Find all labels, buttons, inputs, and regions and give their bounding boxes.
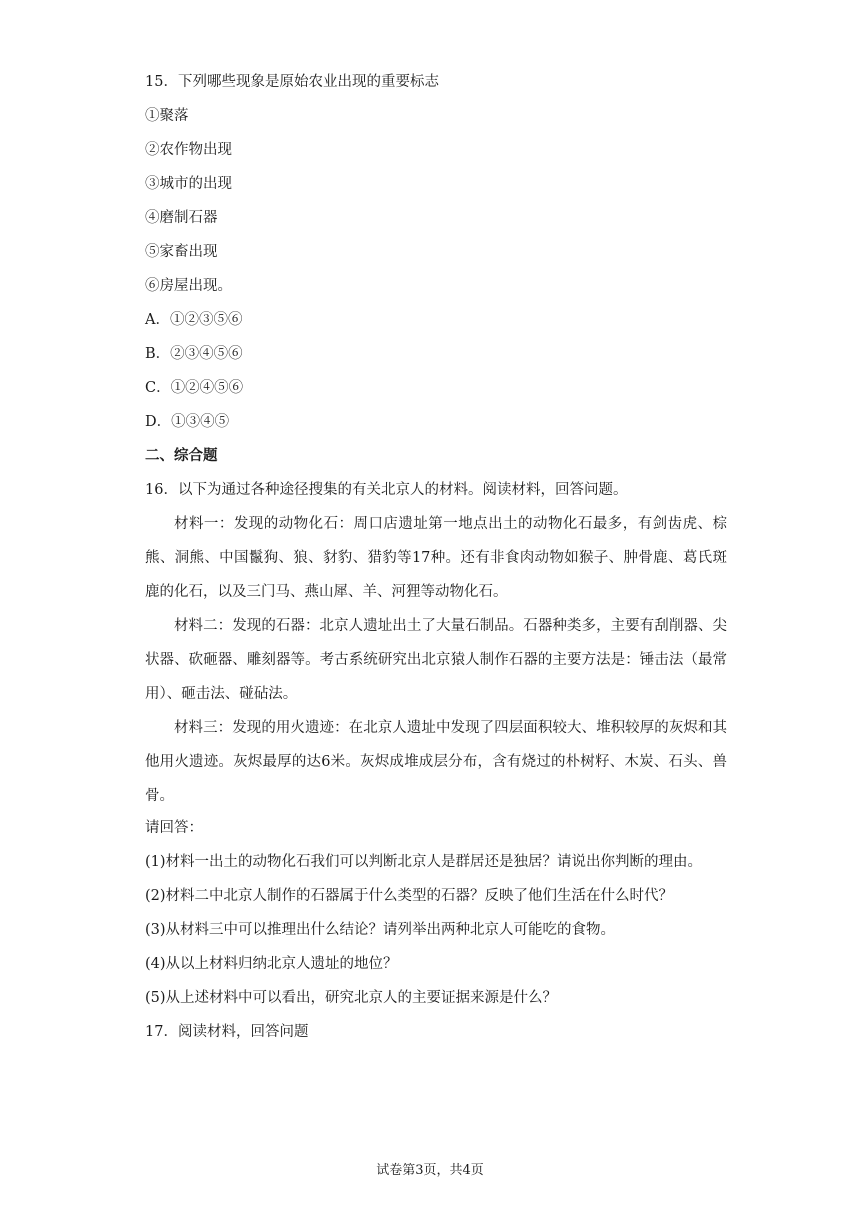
page-footer: 试卷第3页，共4页	[376, 1163, 484, 1178]
q15-item-1: ①聚落	[145, 108, 189, 124]
material-3: 材料三：发现的用火遗迹：在北京人遗址中发现了四层面积较大、堆积较厚的灰烬和其他用火遗迹。灰烬最厚的达6米。灰烬成堆成层分布，含有烧过的朴树籽、木炭、石头、兽骨。	[145, 720, 727, 804]
q15-item-4: ④磨制石器	[145, 210, 218, 226]
sub-question-1: (1)材料一出土的动物化石我们可以判断北京人是群居还是独居？请说出你判断的理由。	[145, 854, 703, 870]
question-17-stem: 17．阅读材料，回答问题	[145, 1024, 309, 1040]
sub-question-3: (3)从材料三中可以推理出什么结论？请列举出两种北京人可能吃的食物。	[145, 922, 616, 938]
q15-option-b: B．②③④⑤⑥	[145, 346, 243, 362]
q15-option-d: D．①③④⑤	[145, 414, 230, 430]
section-heading: 二、综合题	[145, 447, 218, 464]
sub-question-4: (4)从以上材料归纳北京人遗址的地位？	[145, 956, 398, 972]
sub-question-5: (5)从上述材料中可以看出，研究北京人的主要证据来源是什么？	[145, 990, 558, 1006]
material-1: 材料一：发现的动物化石：周口店遗址第一地点出土的动物化石最多，有剑齿虎、棕熊、洞熊、中国鬣狗、狼、豺豹、猎豹等17种。还有非食肉动物如猴子、肿骨鹿、葛氏斑鹿的化石，以及三门马、燕山犀、羊、河狸等动物化石。	[145, 516, 727, 600]
q15-option-c: C．①②④⑤⑥	[145, 380, 244, 396]
q15-item-2: ②农作物出现	[145, 142, 232, 158]
question-16-stem: 16．以下为通过各种途径搜集的有关北京人的材料。阅读材料，回答问题。	[145, 482, 628, 498]
sub-question-2: (2)材料二中北京人制作的石器属于什么类型的石器？反映了他们生活在什么时代？	[145, 888, 674, 904]
question-15-stem: 15．下列哪些现象是原始农业出现的重要标志	[145, 74, 439, 90]
q15-item-6: ⑥房屋出现。	[145, 278, 232, 294]
answer-prompt: 请回答：	[145, 820, 203, 836]
q15-item-3: ③城市的出现	[145, 176, 232, 192]
q15-item-5: ⑤家畜出现	[145, 244, 218, 260]
material-2: 材料二：发现的石器：北京人遗址出土了大量石制品。石器种类多，主要有刮削器、尖状器、砍砸器、雕刻器等。考古系统研究出北京猿人制作石器的主要方法是：锤击法（最常用）、砸击法、碰砧法。	[145, 618, 727, 702]
q15-option-a: A．①②③⑤⑥	[145, 312, 243, 328]
